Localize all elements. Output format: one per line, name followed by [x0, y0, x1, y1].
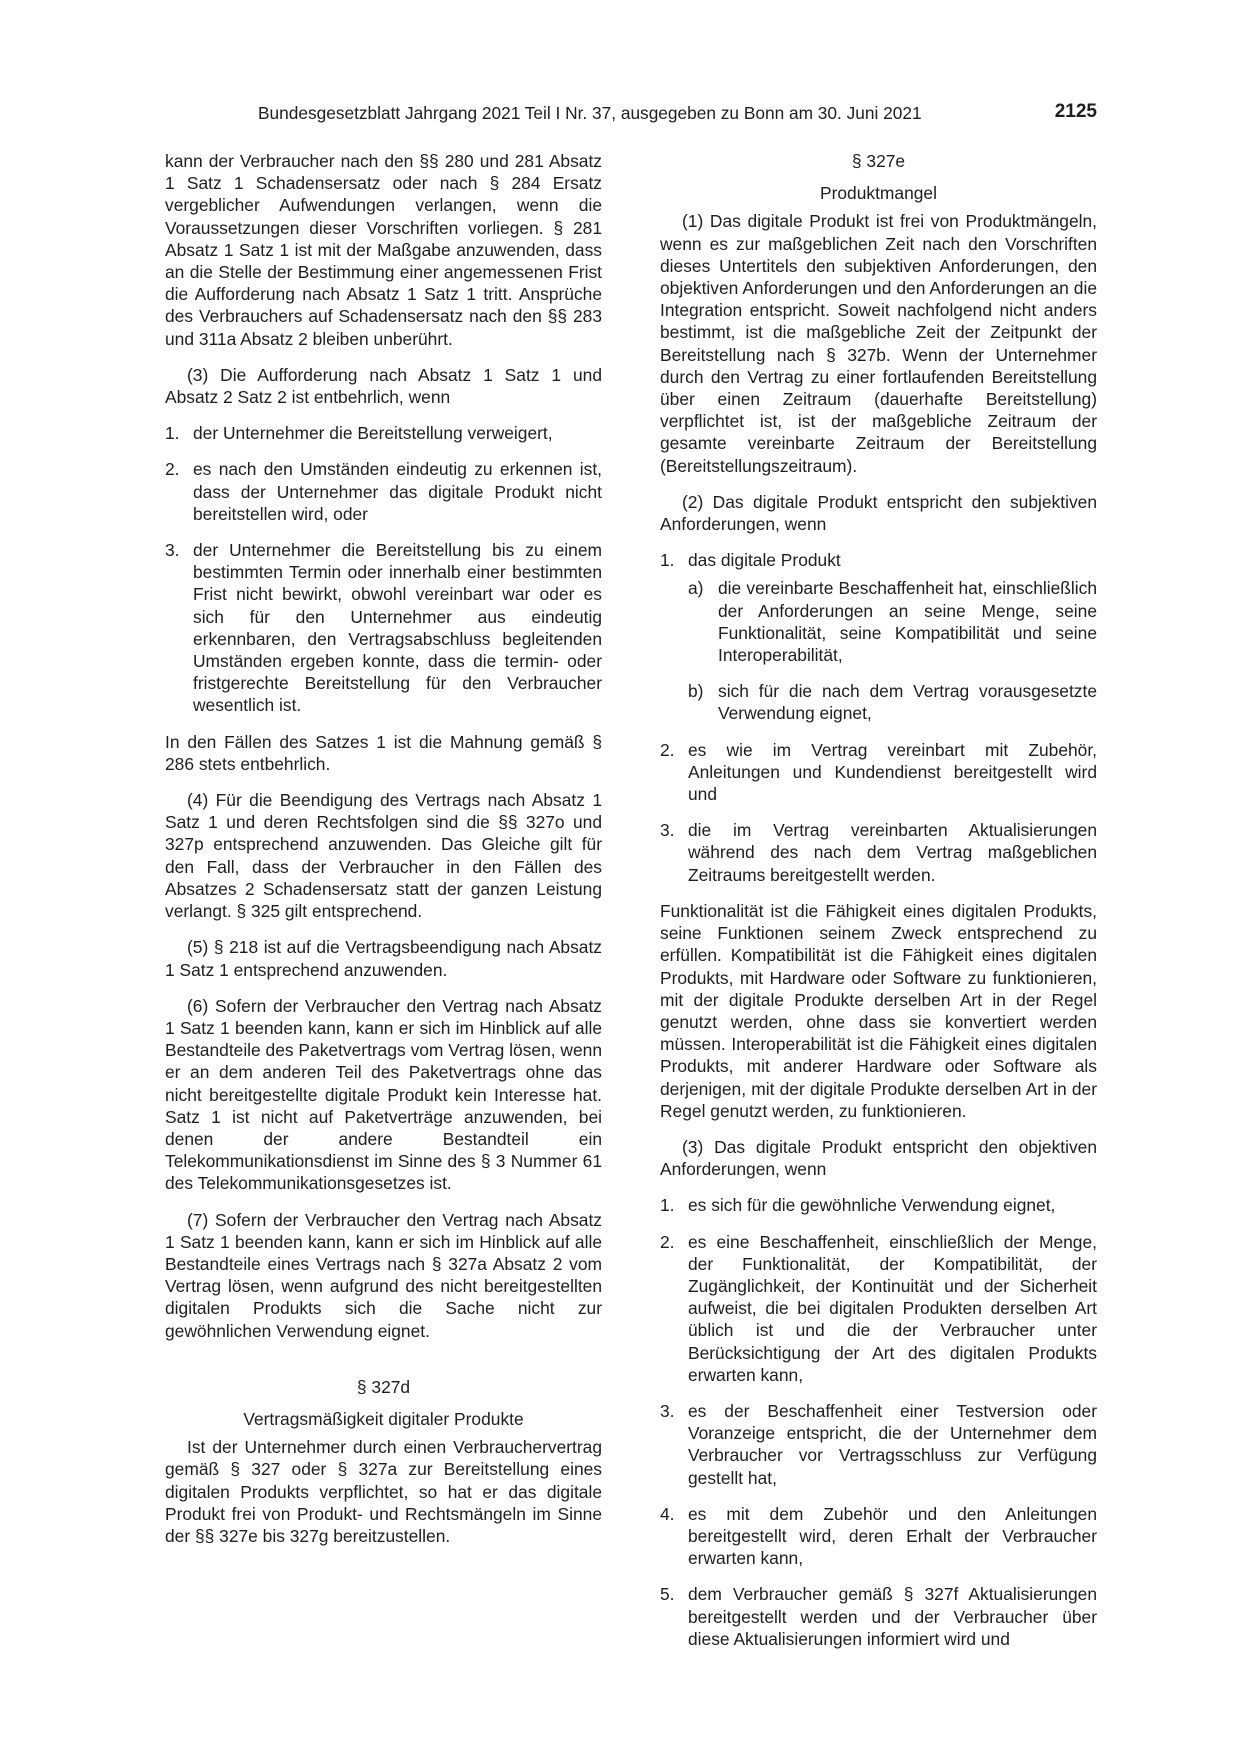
- section-number-327e: § 327e: [851, 151, 906, 171]
- section-spacer: [165, 1356, 602, 1376]
- list-item-number: 2.: [660, 1231, 675, 1252]
- definitions-paragraph: Funktionalität ist die Fähigkeit eines digitalen Produkts, seine Funktionen seinem Zweck entsprechend zu erfüllen. Kompatibilität ist die Fähigkeit eines digitalen Produkts, mit Hardware oder Software zu funktionieren, mit der digitale Produkte derselben Art in der Regel genutzt werden, ohne dass sie konvertiert werden müssen. Interoperabilität ist die Fähigkeit eines digitalen Produkts, mit anderer Hardware oder Software als derjenigen, mit der digitale Produkte derselben Art in der Regel genutzt werden, zu funktionieren.: [660, 900, 1097, 1121]
- left-column: [165, 150, 602, 1561]
- paragraph-2: (2) Das digitale Produkt entspricht den subjektiven Anforderungen, wenn: [660, 491, 1097, 535]
- list-item-number: 3.: [660, 820, 675, 841]
- list-item: [660, 1231, 1097, 1386]
- list-item: [660, 1194, 1097, 1216]
- list-item-number: 1.: [660, 550, 675, 571]
- list-item: [165, 539, 602, 717]
- list-item-number: 1.: [660, 1195, 675, 1216]
- page-number: 2125: [1054, 101, 1097, 122]
- section-title-327d: Vertragsmäßigkeit digitaler Produkte: [243, 1408, 524, 1429]
- paragraph-1: (1) Das digitale Produkt ist frei von Produktmängeln, wenn es zur maßgeblichen Zeit nach den Vorschriften dieses Untertitels den subjektiven Anforderungen, den objektiven Anforderungen und den Anforderungen an die Integration entspricht. Soweit nachfolgend nicht anders bestimmt, ist die maßgebliche Zeit der Zeitpunkt der Bereitstellung nach § 327b. Wenn der Unternehmer durch den Vertrag zu einer fortlaufenden Bereitstellung über einen Zeitraum (dauerhafte Bereitstellung) verpflichtet ist, ist der maßgebliche Zeitraum der gesamte vereinbarte Zeitraum der Bereitstellung (Bereitstellungszeitraum).: [660, 211, 1097, 476]
- list-item-number: 2.: [660, 739, 675, 760]
- sub-list-item-text: die vereinbarte Beschaffenheit hat, einschließlich der Anforderungen an seine Menge, seine Funktionalität, seine Kompatibilität und seine Interoperabilität,: [718, 578, 1097, 666]
- list-item-text: dem Verbraucher gemäß § 327f Aktualisierungen bereitgestellt werden und der Verbraucher über diese Aktualisierungen informiert wird und: [688, 1584, 1097, 1649]
- paragraph-7: (7) Sofern der Verbraucher den Vertrag nach Absatz 1 Satz 1 beenden kann, kann er sich im Hinblick auf alle Bestandteile eines Vertrags nach § 327a Absatz 2 vom Vertrag lösen, wenn aufgrund des nicht bereitgestellten digitalen Produkts sich die Sache nicht zur gewöhnlichen Verwendung eignet.: [165, 1209, 602, 1341]
- list-item-text: das digitale Produkt: [688, 550, 841, 571]
- list-item-text: es sich für die gewöhnliche Verwendung eignet,: [688, 1195, 1056, 1216]
- section-327d-text: Ist der Unternehmer durch einen Verbrauchervertrag gemäß § 327 oder § 327a zur Bereitstellung eines digitalen Produkts verpflichtet, so hat er das digitale Produkt frei von Produkt- und Rechtsmängeln im Sinne der §§ 327e bis 327g bereitzustellen.: [165, 1437, 602, 1546]
- list-item-text: die im Vertrag vereinbarten Aktualisierungen während des nach dem Vertrag maßgeblichen Zeitraums bereitgestellt werden.: [688, 820, 1097, 885]
- list-item-number: 1.: [165, 423, 180, 444]
- paragraph-3-closing: In den Fällen des Satzes 1 ist die Mahnung gemäß § 286 stets entbehrlich.: [165, 731, 602, 774]
- list-item: [165, 458, 602, 525]
- list-item-text: es eine Beschaffenheit, einschließlich der Menge, der Funktionalität, der Kompatibilität, der Zugänglichkeit, der Kontinuität und der Sicherheit aufweist, die bei digitalen Produkten derselben Art üblich ist und die der Verbraucher unter Berücksichtigung der Art des digitalen Produkts erwarten kann,: [688, 1231, 1097, 1385]
- header-title: Bundesgesetzblatt Jahrgang 2021 Teil I Nr. 37, ausgegeben zu Bonn am 30. Juni 2021: [258, 103, 922, 123]
- section-number-327d: § 327d: [356, 1376, 411, 1397]
- paragraph-5: (5) § 218 ist auf die Vertragsbeendigung nach Absatz 1 Satz 1 entsprechend anzuwenden.: [165, 937, 602, 980]
- paragraph-6: (6) Sofern der Verbraucher den Vertrag nach Absatz 1 Satz 1 beenden kann, kann er sich im Hinblick auf alle Bestandteile des Paketvertrags vom Vertrag lösen, wenn er an dem anderen Teil des Paketvertrags ohne das nicht bereitgestellte digitale Produkt kein Interesse hat. Satz 1 ist nicht auf Paketverträge anzuwenden, bei denen der andere Bestandteil ein Telekommunikationsdienst im Sinne des § 3 Nummer 61 des Telekommunikationsgesetzes ist.: [165, 995, 602, 1194]
- list-item-text: der Unternehmer die Bereitstellung bis zu einem bestimmten Termin oder innerhalb einer bestimmten Frist nicht bewirkt, obwohl vereinbart war oder es sich für den Unternehmer aus eindeutig erkennbaren, den Vertragsabschluss begleitenden Umständen ergeben konnte, dass die termin- oder fristgerechte Bereitstellung für den Verbraucher wesentlich ist.: [193, 540, 602, 716]
- list-item-text: es nach den Umständen eindeutig zu erkennen ist, dass der Unternehmer das digitale Produkt nicht bereitstellen wird, oder: [193, 459, 602, 524]
- list-item: [660, 819, 1097, 886]
- sub-list-item: [660, 577, 1097, 666]
- sub-list-item-letter: a): [688, 578, 704, 599]
- paragraph-3: (3) Das digitale Produkt entspricht den objektiven Anforderungen, wenn: [660, 1136, 1097, 1180]
- paragraph-4: (4) Für die Beendigung des Vertrags nach Absatz 1 Satz 1 und deren Rechtsfolgen sind die §§ 327o und 327p entsprechend anzuwenden. Das Gleiche gilt für den Fall, dass der Verbraucher in den Fällen des Absatzes 2 Schadensersatz statt der ganzen Leistung verlangt. § 325 gilt entsprechend.: [165, 790, 602, 922]
- list-item-text: es wie im Vertrag vereinbart mit Zubehör, Anleitungen und Kundendienst bereitgestellt wird und: [688, 739, 1097, 805]
- sub-list-item-letter: b): [688, 681, 704, 702]
- list-item-number: 5.: [660, 1584, 675, 1605]
- list-item: [660, 1400, 1097, 1489]
- list-item: [660, 1583, 1097, 1650]
- list-item-number: 2.: [165, 459, 180, 480]
- list-item: [660, 1503, 1097, 1570]
- paragraph-3: (3) Die Aufforderung nach Absatz 1 Satz 1 und Absatz 2 Satz 2 ist entbehrlich, wenn: [165, 364, 602, 408]
- list-item: [660, 549, 1097, 571]
- list-item-number: 4.: [660, 1503, 675, 1524]
- paragraph-continuation: kann der Verbraucher nach den §§ 280 und 281 Absatz 1 Satz 1 Schadensersatz oder nach § 284 Ersatz vergeblicher Aufwendungen verlangen, wenn die Voraussetzungen dieser Vorschriften vorliegen. § 281 Absatz 1 Satz 1 ist mit der Maßgabe anzuwenden, dass an die Stelle der Bestimmung einer angemessenen Frist die Aufforderung nach Absatz 1 Satz 1 tritt. Ansprüche des Verbrauchers auf Schadensersatz nach den §§ 283 und 311a Absatz 2 bleiben unberührt.: [165, 151, 602, 349]
- list-item-number: 3.: [165, 540, 180, 561]
- list-item: [660, 739, 1097, 806]
- list-item-number: 3.: [660, 1400, 675, 1421]
- list-item-text: der Unternehmer die Bereitstellung verweigert,: [193, 423, 553, 444]
- running-header: [165, 101, 1097, 125]
- section-title-327e: Produktmangel: [820, 183, 937, 204]
- list-item-text: es der Beschaffenheit einer Testversion oder Voranzeige entspricht, die der Unternehmer dem Verbraucher vor Vertragsschluss zur Verfügung gestellt hat,: [688, 1400, 1097, 1488]
- list-item: [165, 422, 602, 444]
- sub-list-item: [660, 680, 1097, 724]
- list-item-text: es mit dem Zubehör und den Anleitungen bereitgestellt wird, deren Erhalt der Verbraucher erwarten kann,: [688, 1503, 1097, 1569]
- right-column: [660, 150, 1097, 1664]
- sub-list-item-text: sich für die nach dem Vertrag vorausgesetzte Verwendung eignet,: [718, 681, 1097, 724]
